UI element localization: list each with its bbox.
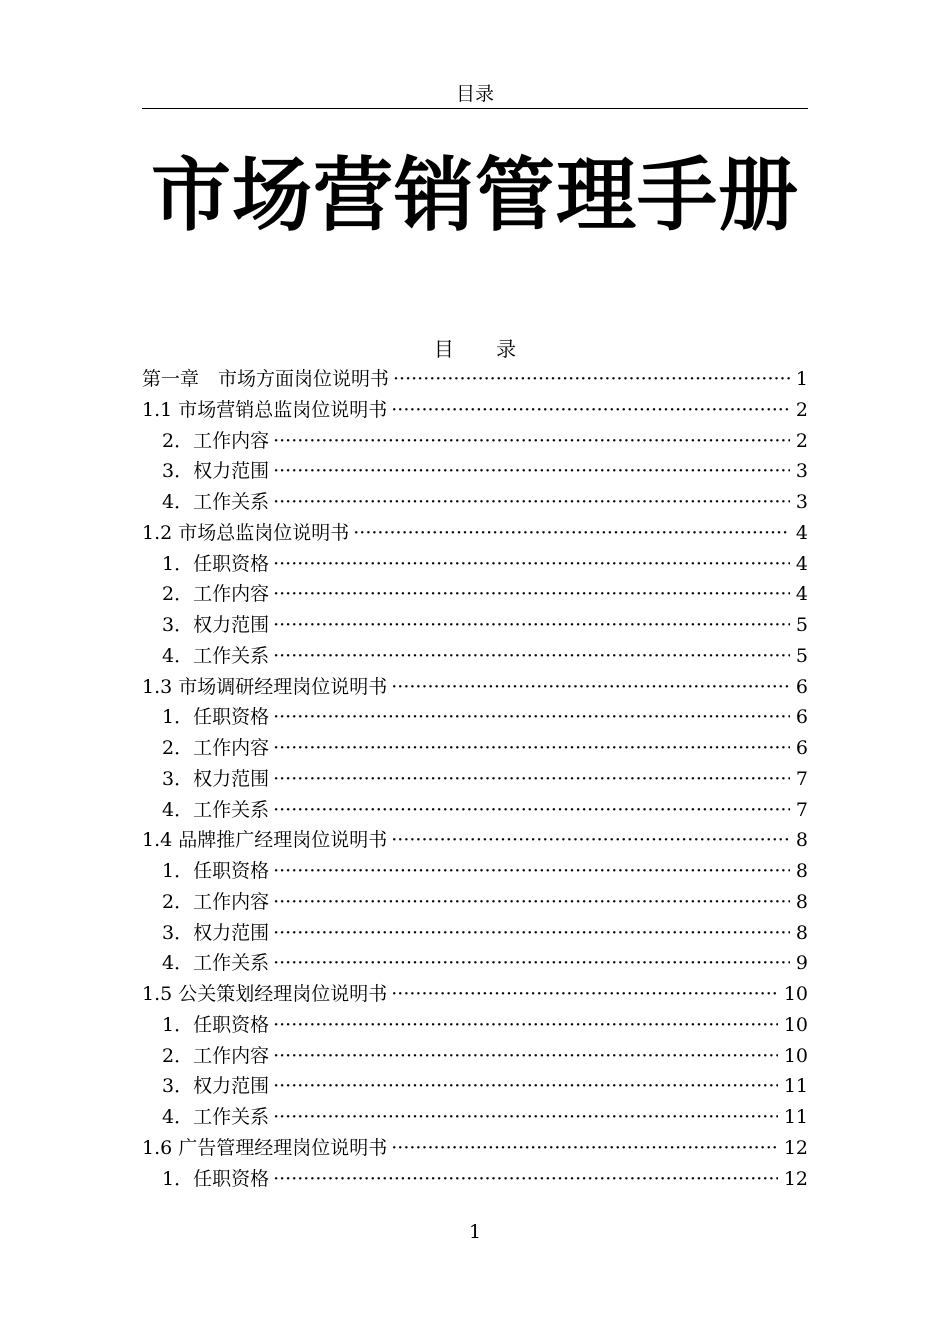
toc-entry[interactable] (142, 1102, 808, 1133)
toc-dot-leader (391, 1133, 778, 1164)
toc-entry-page: 1 (795, 368, 808, 390)
toc-entry-label: 1.3 市场调研经理岗位说明书 (142, 675, 388, 698)
toc-entry-page: 7 (795, 798, 808, 821)
toc-entry-label: 第一章 市场方面岗位说明书 (142, 368, 390, 390)
toc-entry[interactable] (142, 979, 808, 1010)
toc-entry-label: 3．权力范围 (162, 1075, 270, 1098)
toc-entry-label: 4．工作关系 (162, 1106, 270, 1128)
toc-dot-leader (273, 702, 790, 733)
toc-dot-leader (273, 1164, 778, 1195)
toc-entry-page: 4 (795, 583, 808, 606)
toc-entry[interactable] (142, 795, 808, 826)
toc-entry-label: 1.4 品牌推广经理岗位说明书 (142, 829, 388, 852)
toc-entry-label: 2．工作内容 (162, 737, 270, 759)
toc-entry[interactable] (142, 549, 808, 580)
toc-entry-label: 1．任职资格 (162, 1013, 270, 1036)
toc-entry-label: 1．任职资格 (162, 706, 270, 729)
toc-entry-page: 8 (795, 921, 808, 944)
table-of-contents (142, 364, 808, 1194)
toc-dot-leader (273, 733, 790, 764)
toc-entry-label: 2．工作内容 (162, 429, 270, 452)
toc-entry-page: 6 (795, 706, 808, 729)
toc-dot-leader (273, 1071, 778, 1102)
toc-dot-leader (391, 825, 790, 856)
toc-dot-leader (273, 887, 790, 918)
toc-entry-page: 3 (795, 460, 808, 483)
toc-entry-page: 8 (795, 890, 808, 913)
toc-dot-leader (391, 672, 790, 703)
page-number: 1 (468, 1221, 482, 1243)
toc-entry[interactable] (142, 579, 808, 610)
toc-entry[interactable] (142, 702, 808, 733)
toc-entry-label: 4．工作关系 (162, 491, 270, 513)
toc-entry-label: 4．工作关系 (162, 952, 270, 975)
toc-entry-page: 6 (795, 737, 808, 759)
toc-entry-page: 3 (795, 491, 808, 513)
toc-entry-page: 5 (795, 614, 808, 636)
toc-dot-leader (393, 364, 790, 395)
toc-entry[interactable] (142, 395, 808, 426)
toc-entry[interactable] (142, 426, 808, 457)
toc-entry-page: 11 (783, 1106, 808, 1128)
toc-entry[interactable] (142, 887, 808, 918)
toc-entry-label: 1.1 市场营销总监岗位说明书 (142, 398, 388, 421)
toc-entry-page: 5 (795, 644, 808, 667)
toc-dot-leader (273, 948, 790, 979)
toc-entry-page: 10 (783, 1044, 808, 1067)
toc-entry[interactable] (142, 1071, 808, 1102)
document-title: 市场营销管理手册 (151, 149, 799, 242)
toc-dot-leader (273, 1041, 778, 1072)
toc-entry[interactable] (142, 856, 808, 887)
toc-dot-leader (273, 579, 790, 610)
toc-dot-leader (273, 1102, 778, 1133)
toc-entry-page: 7 (795, 767, 808, 790)
toc-entry-label: 3．权力范围 (162, 767, 270, 790)
toc-entry-page: 8 (795, 860, 808, 882)
toc-entry-label: 1．任职资格 (162, 1167, 270, 1190)
toc-entry[interactable] (142, 1041, 808, 1072)
toc-dot-leader (273, 610, 790, 641)
toc-entry-page: 6 (795, 675, 808, 698)
toc-entry[interactable] (142, 364, 808, 395)
toc-entry-page: 9 (795, 952, 808, 975)
running-header (142, 82, 808, 109)
toc-entry[interactable] (142, 1010, 808, 1041)
toc-dot-leader (273, 641, 790, 672)
toc-entry[interactable] (142, 948, 808, 979)
toc-entry-label: 2．工作内容 (162, 583, 270, 606)
toc-entry[interactable] (142, 825, 808, 856)
toc-entry-label: 3．权力范围 (162, 921, 270, 944)
toc-dot-leader (273, 487, 790, 518)
toc-dot-leader (273, 856, 790, 887)
toc-entry[interactable] (142, 610, 808, 641)
toc-dot-leader (273, 795, 790, 826)
toc-entry[interactable] (142, 518, 808, 549)
toc-dot-leader (353, 518, 790, 549)
toc-entry-label: 4．工作关系 (162, 798, 270, 821)
toc-entry[interactable] (142, 456, 808, 487)
toc-entry[interactable] (142, 733, 808, 764)
toc-entry-page: 4 (795, 552, 808, 575)
toc-entry[interactable] (142, 1133, 808, 1164)
toc-entry-page: 10 (783, 983, 808, 1005)
toc-entry[interactable] (142, 487, 808, 518)
toc-dot-leader (391, 979, 778, 1010)
toc-entry-page: 2 (795, 398, 808, 421)
toc-dot-leader (391, 395, 790, 426)
toc-dot-leader (273, 456, 790, 487)
toc-entry[interactable] (142, 764, 808, 795)
toc-entry-page: 12 (783, 1136, 808, 1159)
toc-entry-label: 1.5 公关策划经理岗位说明书 (142, 983, 388, 1005)
toc-dot-leader (273, 918, 790, 949)
toc-entry-page: 2 (795, 429, 808, 452)
toc-dot-leader (273, 426, 790, 457)
toc-entry-label: 4．工作关系 (162, 644, 270, 667)
toc-entry-label: 1.2 市场总监岗位说明书 (142, 521, 350, 544)
running-header-text: 目录 (455, 83, 494, 105)
toc-entry[interactable] (142, 641, 808, 672)
toc-entry-page: 11 (783, 1075, 808, 1098)
toc-entry-label: 1．任职资格 (162, 860, 270, 882)
toc-entry[interactable] (142, 672, 808, 703)
toc-entry-label: 1.6 广告管理经理岗位说明书 (142, 1136, 388, 1159)
toc-entry-label: 3．权力范围 (162, 614, 270, 636)
toc-entry-page: 4 (795, 521, 808, 544)
toc-dot-leader (273, 1010, 778, 1041)
toc-entry-page: 12 (783, 1167, 808, 1190)
toc-entry-page: 10 (783, 1013, 808, 1036)
toc-entry-label: 2．工作内容 (162, 890, 270, 913)
toc-entry[interactable] (142, 1164, 808, 1195)
toc-entry-label: 3．权力范围 (162, 460, 270, 483)
toc-entry-page: 8 (795, 829, 808, 852)
toc-dot-leader (273, 549, 790, 580)
toc-entry[interactable] (142, 918, 808, 949)
toc-entry-label: 2．工作内容 (162, 1044, 270, 1067)
toc-heading: 目 录 (433, 337, 517, 361)
toc-dot-leader (273, 764, 790, 795)
toc-entry-label: 1．任职资格 (162, 552, 270, 575)
